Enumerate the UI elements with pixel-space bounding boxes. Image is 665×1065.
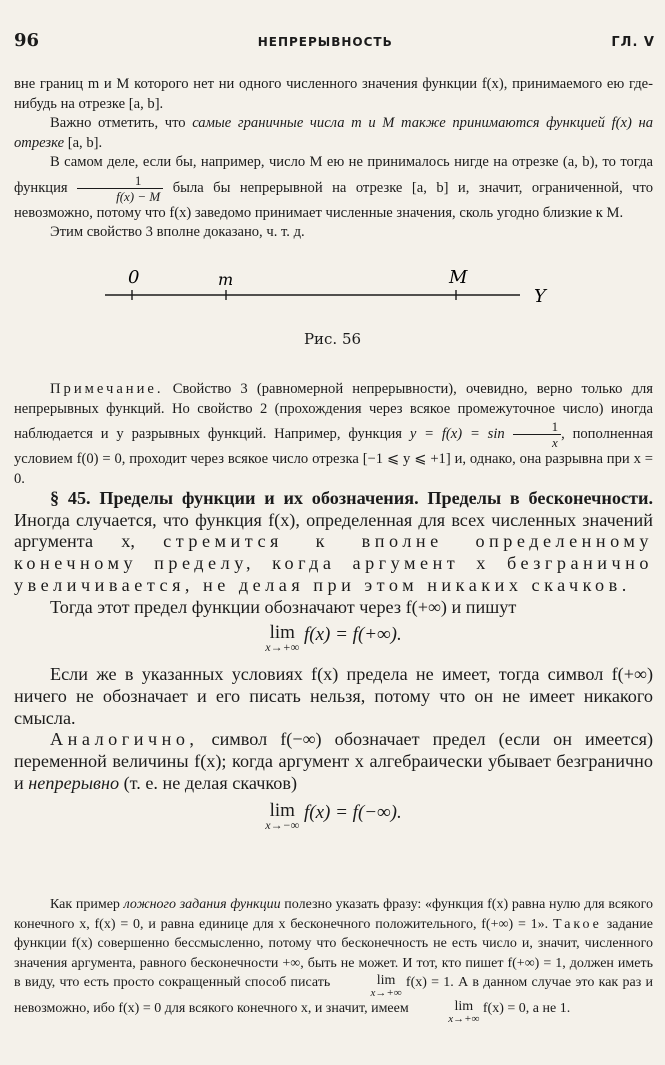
formula-lim-minus-infinity: lim x→−∞ f(x) = f(−∞). bbox=[265, 800, 402, 833]
fraction-1-over-x: $\frac{1}{x}$ bbox=[513, 419, 562, 450]
fraction-1-over-fx-minus-m: $\frac{1}{f(x) - M}$ bbox=[77, 173, 163, 204]
paragraph-continuation: вне границ m и M которого нет ни одного численного значения функции f(x), принимаемого ею где-нибудь на отрезке [a, b]. bbox=[14, 76, 653, 112]
label-m: m bbox=[218, 270, 234, 289]
paragraph-proof: В самом деле, если бы, например, число M ею не принималось нигде на отрезке (a, b), то тогда функция $\frac{1}{f(x) - M}$ была бы непрерывной на отрезке [a, b] и, значит, ограниченной, что невозможно, потому что f(x) заведомо принимает численные значения, сколь угодно близкие к M. bbox=[14, 154, 653, 221]
label-0: 0 bbox=[128, 267, 140, 288]
example-paragraph: Как пример ложного задания функции полезно указать фразу: «функция f(x) равна нулю для всякого конечного x, f(x) = 0, и равна единице для x бесконечного положительного, f(+∞) = 1». Такое задание функции f(x) совершенно бессмысленно, потому что бесконечность не есть число и, значит, численного значения аргумента, равного бесконечности +∞, быть не может. И тот, кто пишет f(+∞) = 1, должен иметь в виду, что есть просто сокращенный способ писать lim x→+∞ f(x) = 1. А в данном случае это как раз и невозможно, ибо f(x) = 0 для всякого конечного x, и значит, имеем lim x→+∞ f(x) = 0, а не 1. bbox=[14, 897, 654, 1026]
section-45 bbox=[14, 488, 653, 842]
formula-lim-plus-infinity: lim x→+∞ f(x) = f(+∞). bbox=[265, 622, 402, 655]
section-paragraph-3: Если же в указанных условиях f(x) предела не имеет, тогда символ f(+∞) ничего не обозначает и его писать нельзя, потому что он не имеет никакого смысла. bbox=[14, 664, 653, 728]
emphasis-text: самые граничные числа m и M также принимаются функцией f(x) на отрезке bbox=[14, 115, 653, 151]
paragraph-important: Важно отметить, что самые граничные числа m и M также принимаются функцией f(x) на отрезке [a, b]. bbox=[14, 115, 653, 151]
section-title: § 45. Пределы функции и их обозначения. Пределы в бесконечности. bbox=[50, 488, 653, 508]
note-block bbox=[14, 380, 653, 489]
section-paragraph-2: Тогда этот предел функции обозначают через f(+∞) и пишут bbox=[50, 596, 517, 617]
running-title: НЕПРЕРЫВНОСТЬ bbox=[257, 35, 393, 49]
figure-caption: Рис. 56 bbox=[303, 330, 362, 348]
label-Y: Y bbox=[534, 286, 546, 307]
note-formula: y = f(x) = sin bbox=[409, 425, 505, 442]
figure-56-number-line bbox=[0, 262, 665, 312]
spaced-text: стремится к вполне определенному конечному пределу, когда аргумент x безгранично увеличивается, не делая при этом никаких скачков. bbox=[14, 531, 653, 595]
paragraph-conclusion: Этим свойство 3 вполне доказано, ч. т. д. bbox=[50, 224, 305, 240]
page-number: 96 bbox=[14, 30, 40, 51]
inline-lim-2: lim x→+∞ bbox=[448, 999, 480, 1026]
note-paragraph: Примечание. Свойство 3 (равномерной непрерывности), очевидно, верно только для непрерывных функций. Но свойство 2 (прохождения через всякое промежуточное число) иногда наблюдается и у разрывных функций. Например, функция y = f(x) = sin $\frac{1}{x}$ , пополненная условием f(0) = 0, проходит через всякое число отрезка [−1 ⩽ y ⩽ +1] и, однако, она разрывна при x = 0. bbox=[14, 381, 653, 487]
note-lead: Примечание. bbox=[50, 381, 164, 397]
section-intro: § 45. Пределы функции и их обозначения. Пределы в бесконечности. Иногда случается, что функция f(x), определенная для всех численных значений аргумента x, стремится к вполне определенному конечному пределу, когда аргумент x безгранично увеличивается, не делая при этом никаких скачков. bbox=[14, 488, 653, 595]
section-paragraph-4: Аналогично, символ f(−∞) обозначает предел (если он имеется) переменной величины f(x); когда аргумент x алгебраически убывает безгранично и непрерывно (т. е. не делая скачков) bbox=[14, 729, 653, 793]
label-M: M bbox=[449, 267, 468, 288]
top-text bbox=[14, 75, 653, 243]
page-header bbox=[14, 30, 655, 56]
chapter-label: ГЛ. V bbox=[611, 35, 655, 50]
small-print-example bbox=[14, 895, 653, 1025]
inline-lim-1: lim x→+∞ bbox=[370, 973, 402, 1000]
